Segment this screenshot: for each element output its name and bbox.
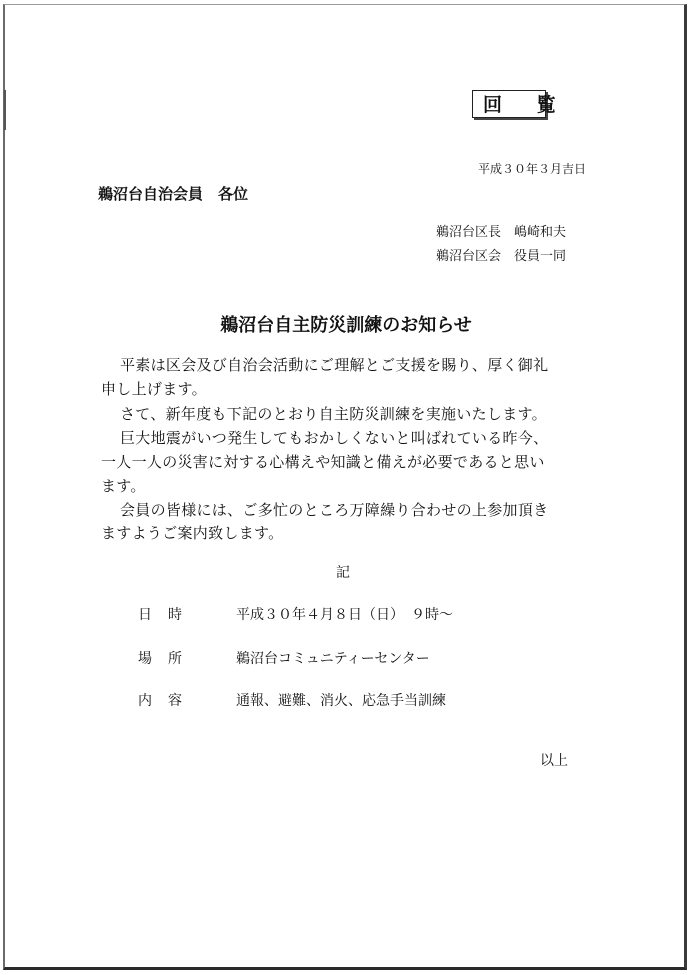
closing-ijou: 以上 xyxy=(540,753,568,769)
detail-value-datetime: 平成３０年４月８日（日） ９時～ xyxy=(236,607,453,623)
body-paragraph-line: 会員の皆様には、ご多忙のところ万障繰り合わせの上参加頂き xyxy=(120,501,549,519)
body-paragraph-line: 巨大地震がいつ発生してもおかしくないと叫ばれている昨今、 xyxy=(120,429,549,447)
body-paragraph-line: 平素は区会及び自治会活動にご理解とご支援を賜り、厚く御礼 xyxy=(120,356,549,374)
body-paragraph-line: ますようご案内致します。 xyxy=(101,524,284,542)
body-paragraph-line: 一人一人の災害に対する心構えや知識と備えが必要であると思い xyxy=(101,453,545,471)
body-paragraph-line: さて、新年度も下記のとおり自主防災訓練を実施いたします。 xyxy=(120,405,547,423)
circulation-stamp: 回 覧 xyxy=(472,90,546,118)
detail-label-content: 内容 xyxy=(138,693,198,709)
detail-value-content: 通報、避難、消火、応急手当訓練 xyxy=(236,693,446,709)
body-paragraph-line: 申し上げます。 xyxy=(101,380,207,398)
detail-label-place: 場所 xyxy=(138,651,198,667)
sender-line: 鵜沼台区会 役員一同 xyxy=(436,249,567,264)
addressee: 鵜沼台自治会員 各位 xyxy=(98,185,249,203)
scan-edge-mark xyxy=(4,90,6,130)
ki-heading: 記 xyxy=(336,565,350,581)
issue-date: 平成３０年３月吉日 xyxy=(477,162,586,176)
detail-label-datetime: 日時 xyxy=(138,607,198,623)
detail-value-place: 鵜沼台コミュニティーセンター xyxy=(236,651,430,667)
document-title: 鵜沼台自主防災訓練のお知らせ xyxy=(220,315,472,336)
body-paragraph-line: ます。 xyxy=(101,477,146,495)
sender-line: 鵜沼台区長 嶋崎和夫 xyxy=(436,225,567,240)
